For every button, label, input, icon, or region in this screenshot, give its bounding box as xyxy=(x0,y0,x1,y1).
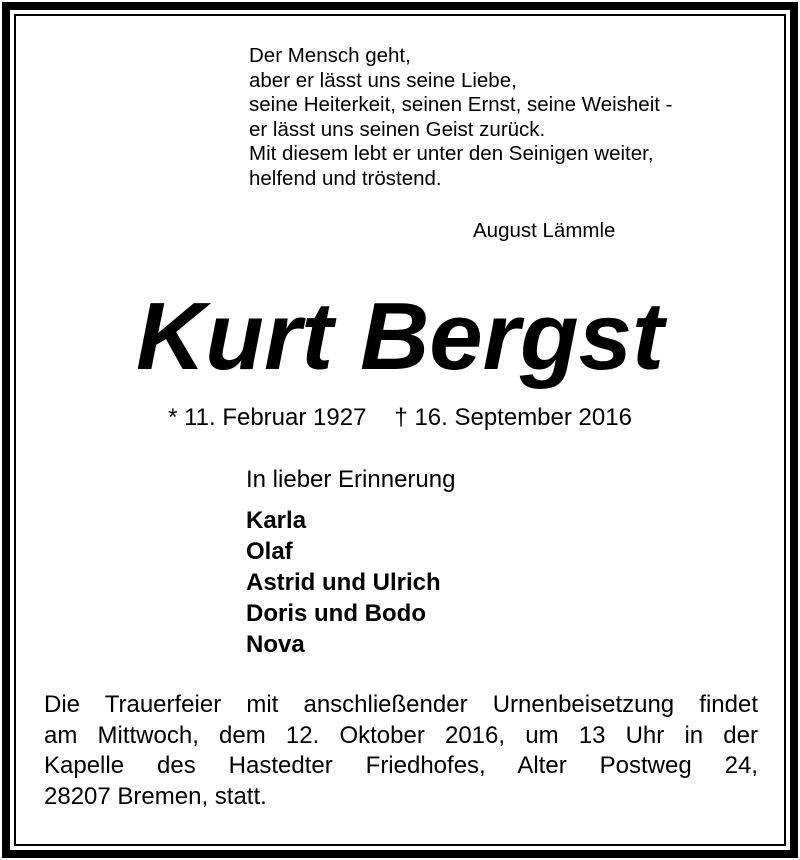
quote-line: er lässt uns seinen Geist zurück. xyxy=(249,117,546,141)
service-notice xyxy=(44,690,758,812)
quote-line: Mit diesem lebt er unter den Seinigen weiter, xyxy=(249,142,654,166)
quote-line: seine Heiterkeit, seinen Ernst, seine Weisheit - xyxy=(249,93,673,117)
death-date: † 16. September 2016 xyxy=(394,404,632,431)
remembrance-intro: In lieber Erinnerung xyxy=(246,466,456,493)
quote-line: aber er lässt uns seine Liebe, xyxy=(249,68,517,92)
mourner-name: Doris und Bodo xyxy=(246,600,426,627)
service-line: am Mittwoch, dem 12. Oktober 2016, um 13 Uhr in der xyxy=(44,721,758,749)
quote-author: August Lämmle xyxy=(473,219,616,242)
quote-line: helfend und tröstend. xyxy=(249,166,442,190)
mourner-name: Astrid und Ulrich xyxy=(246,569,441,596)
birth-date: * 11. Februar 1927 xyxy=(168,404,367,431)
life-dates xyxy=(0,404,800,432)
mourners-list xyxy=(246,505,441,660)
quote-block xyxy=(249,44,672,192)
service-line: 28207 Bremen, statt. xyxy=(44,782,267,810)
service-line: Kapelle des Hastedter Friedhofes, Alter Postweg 24, xyxy=(44,752,758,779)
quote-line: Der Mensch geht, xyxy=(249,44,411,67)
deceased-name: Kurt Bergst xyxy=(135,283,665,390)
mourner-name: Olaf xyxy=(246,538,293,565)
service-line: Die Trauerfeier mit anschließender Urnenbeisetzung findet xyxy=(44,691,758,718)
mourner-name: Nova xyxy=(246,631,305,658)
mourner-name: Karla xyxy=(246,507,307,534)
